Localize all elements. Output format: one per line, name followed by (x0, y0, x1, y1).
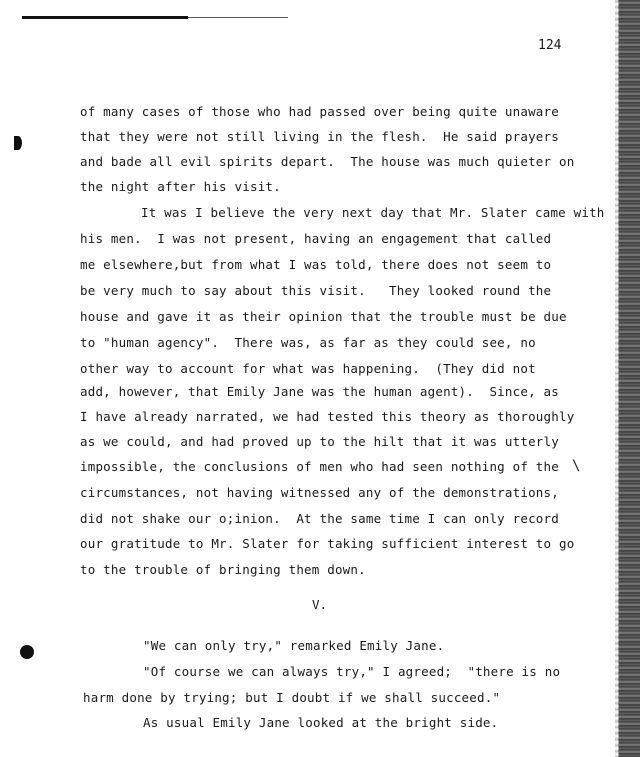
margin-tick-mark: \ (572, 458, 581, 474)
text-line: the night after his visit. (80, 179, 281, 194)
text-line: I have already narrated, we had tested this theory as thoroughly (80, 409, 575, 424)
text-line: did not shake our o;inion. At the same time I can only record (80, 511, 559, 526)
text-line: "Of course we can always try," I agreed; "there is no (143, 664, 561, 679)
text-line: As usual Emily Jane looked at the bright side. (143, 715, 499, 730)
text-line: add, however, that Emily Jane was the human agent). Since, as (80, 384, 559, 399)
binding-hole-mark-top (14, 136, 22, 150)
text-line: our gratitude to Mr. Slater for taking sufficient interest to go (80, 536, 575, 551)
text-line: his men. I was not present, having an engagement that called (80, 231, 552, 246)
text-line: to the trouble of bringing them down. (80, 562, 366, 577)
text-line: me elsewhere,but from what I was told, there does not seem to (80, 257, 552, 272)
text-line: "We can only try," remarked Emily Jane. (143, 638, 445, 653)
text-line: as we could, and had proved up to the hilt that it was utterly (80, 434, 559, 449)
page-number: 124 (538, 38, 562, 53)
text-line: of many cases of those who had passed over being quite unaware (80, 104, 559, 119)
text-line: impossible, the conclusions of men who had seen nothing of the (80, 459, 559, 474)
section-heading: V. (312, 597, 328, 612)
text-line: house and gave it as their opinion that the trouble must be due (80, 309, 567, 324)
binding-hole-mark-bottom (20, 645, 34, 659)
text-line: harm done by trying; but I doubt if we shall succeed." (83, 690, 501, 705)
text-line: be very much to say about this visit. They looked round the (80, 283, 552, 298)
text-line: to "human agency". There was, as far as they could see, no (80, 335, 536, 350)
text-line: It was I believe the very next day that Mr. Slater came with (141, 205, 605, 220)
scanned-page-edge (618, 0, 640, 757)
top-rule (22, 16, 188, 19)
text-line: and bade all evil spirits depart. The house was much quieter on (80, 154, 575, 169)
text-line: other way to account for what was happening. (They did not (80, 361, 536, 376)
text-line: circumstances, not having witnessed any of the demonstrations, (80, 485, 559, 500)
top-rule-thin (188, 17, 288, 18)
text-line: that they were not still living in the flesh. He said prayers (80, 129, 559, 144)
